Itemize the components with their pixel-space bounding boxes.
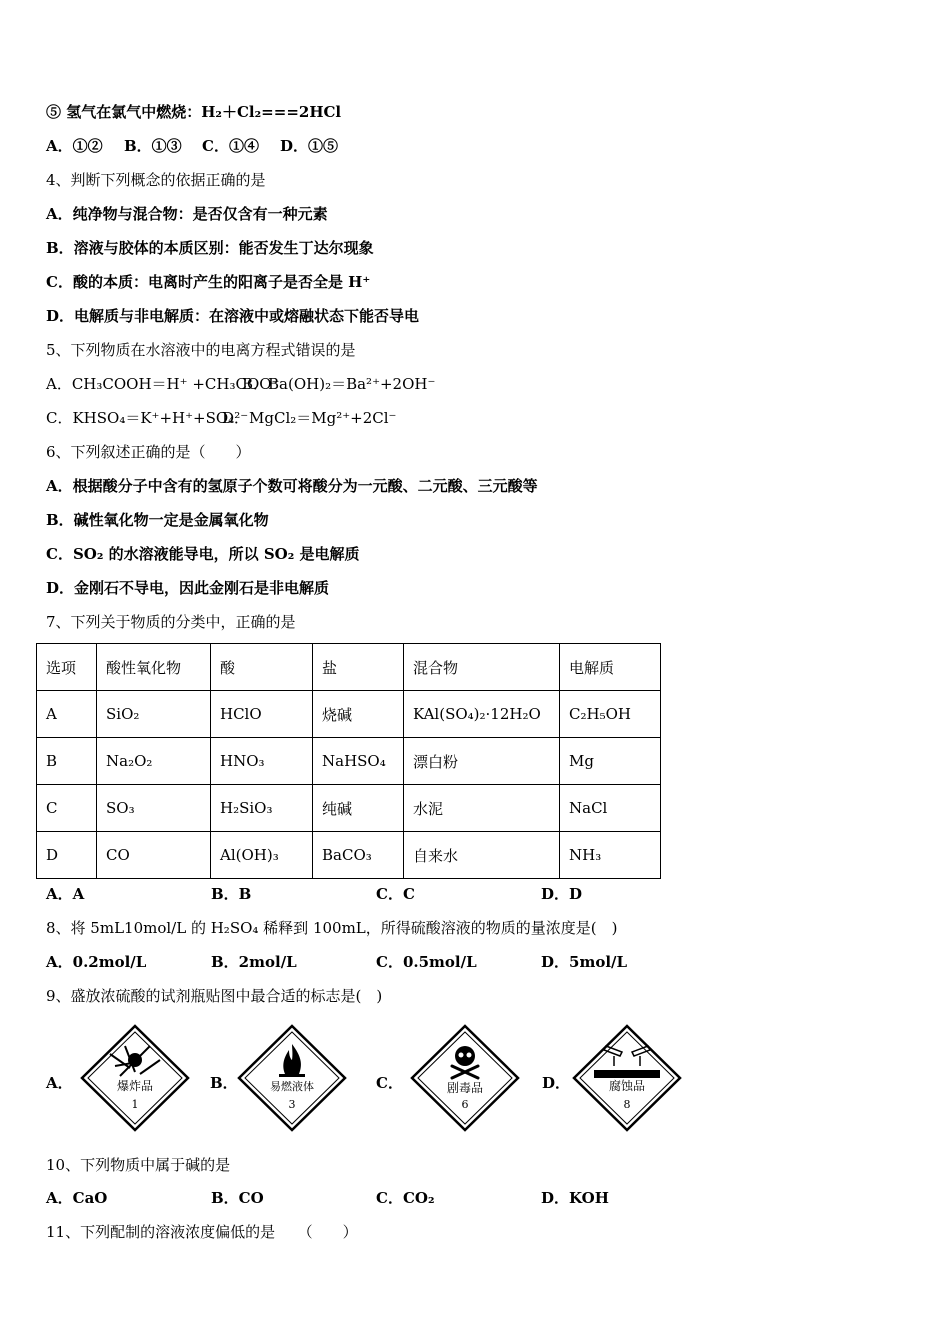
flammable-sign-label: 易燃液体 [270, 1080, 314, 1093]
q8-options [46, 952, 627, 972]
q10-option-b: B．CO [211, 1189, 264, 1207]
q8-option-b: B．2mol/L [211, 953, 297, 971]
table-cell: 自来水 [404, 832, 560, 879]
q5-item5-equation: H₂＋Cl₂===2HCl [201, 103, 342, 121]
q9-stem: 9、盛放浓硫酸的试剂瓶贴图中最合适的标志是( ) [46, 987, 383, 1005]
q6-option-c: C．SO₂ 的水溶液能导电，所以 SO₂ 是电解质 [46, 545, 360, 563]
table-row [37, 832, 661, 879]
q3-options [46, 136, 338, 156]
q5-stem: 5、下列物质在水溶液中的电离方程式错误的是 [46, 341, 356, 359]
table-cell: A [37, 691, 97, 738]
q7-option-a: A．A [46, 885, 85, 903]
q10-options [46, 1188, 609, 1208]
q7-option-d: D．D [541, 885, 583, 903]
table-header-row [37, 644, 661, 691]
table-cell: CO [97, 832, 211, 879]
q6-option-b: B．碱性氧化物一定是金属氧化物 [46, 511, 269, 529]
q4-option-c: C．酸的本质：电离时产生的阳离子是否全是 H⁺ [46, 273, 371, 291]
table-cell: H₂SiO₃ [211, 785, 313, 832]
table-cell: Mg [560, 738, 661, 785]
corrosive-sign-label: 腐蚀品 [608, 1079, 646, 1093]
q5-options-cd [46, 408, 396, 428]
table-header-cell: 酸性氧化物 [97, 644, 211, 691]
q9-option-a-letter: A． [46, 1074, 73, 1092]
flammable-sign-number: 3 [288, 1098, 296, 1111]
q3-option-b: B．①③ [124, 137, 182, 155]
q7-option-b: B．B [211, 885, 252, 903]
table-header-cell: 电解质 [560, 644, 661, 691]
q5-option-d: D．MgCl₂＝Mg²⁺+2Cl⁻ [222, 409, 397, 427]
q6-stem: 6、下列叙述正确的是（ ） [46, 443, 251, 461]
q4-stem: 4、判断下列概念的依据正确的是 [46, 171, 266, 189]
q10-option-a: A．CaO [46, 1189, 108, 1207]
q8-option-a: A．0.2mol/L [46, 953, 147, 971]
table-cell: HClO [211, 691, 313, 738]
q5-options-ab [46, 374, 435, 394]
explosive-sign-number: 1 [131, 1098, 139, 1111]
flammable-liquid-sign-icon [237, 1024, 347, 1132]
q10-option-c: C．CO₂ [376, 1189, 435, 1207]
q5-item5-prefix: ⑤ 氢气在氯气中燃烧： [46, 103, 202, 121]
toxic-sign-label: 剧毒品 [446, 1081, 484, 1095]
table-cell: KAl(SO₄)₂·12H₂O [404, 691, 560, 738]
q6-option-a: A．根据酸分子中含有的氢原子个数可将酸分为一元酸、二元酸、三元酸等 [46, 477, 538, 495]
explosive-sign-icon [80, 1024, 190, 1132]
corrosive-sign-icon [572, 1024, 682, 1132]
table-cell: 烧碱 [313, 691, 404, 738]
table-cell: B [37, 738, 97, 785]
q8-stem: 8、将 5mL10mol/L 的 H₂SO₄ 稀释到 100mL，所得硫酸溶液的物质的量浓度是( ) [46, 919, 618, 937]
table-cell: 纯碱 [313, 785, 404, 832]
q3-option-c: C．①④ [202, 137, 259, 155]
table-cell: NaHSO₄ [313, 738, 404, 785]
table-row [37, 785, 661, 832]
table-cell: D [37, 832, 97, 879]
q4-option-a: A．纯净物与混合物：是否仅含有一种元素 [46, 205, 328, 223]
table-header-cell: 混合物 [404, 644, 560, 691]
q5-option-b: B．Ba(OH)₂＝Ba²⁺+2OH⁻ [242, 375, 436, 393]
q5-item5 [46, 102, 341, 122]
table-cell: 漂白粉 [404, 738, 560, 785]
q8-option-d: D．5mol/L [541, 953, 628, 971]
corrosive-sign-number: 8 [623, 1098, 631, 1111]
q9-option-c-letter: C． [376, 1074, 403, 1092]
table-cell: 水泥 [404, 785, 560, 832]
q7-options [46, 884, 582, 904]
q7-stem: 7、下列关于物质的分类中，正确的是 [46, 613, 296, 631]
q3-option-d: D．①⑤ [280, 137, 339, 155]
explosive-sign-label: 爆炸品 [116, 1079, 154, 1093]
table-cell: C [37, 785, 97, 832]
q9-option-b-letter: B． [210, 1074, 238, 1092]
q5-option-c: C．KHSO₄＝K⁺+H⁺+SO₄²⁻ [46, 409, 249, 427]
table-cell: C₂H₅OH [560, 691, 661, 738]
table-header-cell: 盐 [313, 644, 404, 691]
toxic-sign-number: 6 [461, 1098, 469, 1111]
q7-option-c: C．C [376, 885, 415, 903]
table-cell: NH₃ [560, 832, 661, 879]
table-cell: BaCO₃ [313, 832, 404, 879]
q3-option-a: A．①② [46, 137, 103, 155]
table-header-cell: 酸 [211, 644, 313, 691]
q10-stem: 10、下列物质中属于碱的是 [46, 1156, 231, 1174]
toxic-sign-icon [410, 1024, 520, 1132]
classification-table [36, 643, 661, 879]
q9-option-d-letter: D． [542, 1074, 571, 1092]
table-row [37, 738, 661, 785]
q5-option-a: A．CH₃COOH＝H⁺ +CH₃COO⁻ [46, 375, 280, 393]
table-cell: NaCl [560, 785, 661, 832]
q4-option-b: B．溶液与胶体的本质区别：能否发生丁达尔现象 [46, 239, 374, 257]
table-cell: Al(OH)₃ [211, 832, 313, 879]
q10-option-d: D．KOH [541, 1189, 609, 1207]
table-cell: Na₂O₂ [97, 738, 211, 785]
table-cell: SiO₂ [97, 691, 211, 738]
table-cell: HNO₃ [211, 738, 313, 785]
table-cell: SO₃ [97, 785, 211, 832]
q8-option-c: C．0.5mol/L [376, 953, 477, 971]
table-row [37, 691, 661, 738]
q11-stem: 11、下列配制的溶液浓度偏低的是 （ ） [46, 1223, 358, 1241]
q4-option-d: D．电解质与非电解质：在溶液中或熔融状态下能否导电 [46, 307, 420, 325]
q6-option-d: D．金刚石不导电，因此金刚石是非电解质 [46, 579, 330, 597]
table-header-cell: 选项 [37, 644, 97, 691]
